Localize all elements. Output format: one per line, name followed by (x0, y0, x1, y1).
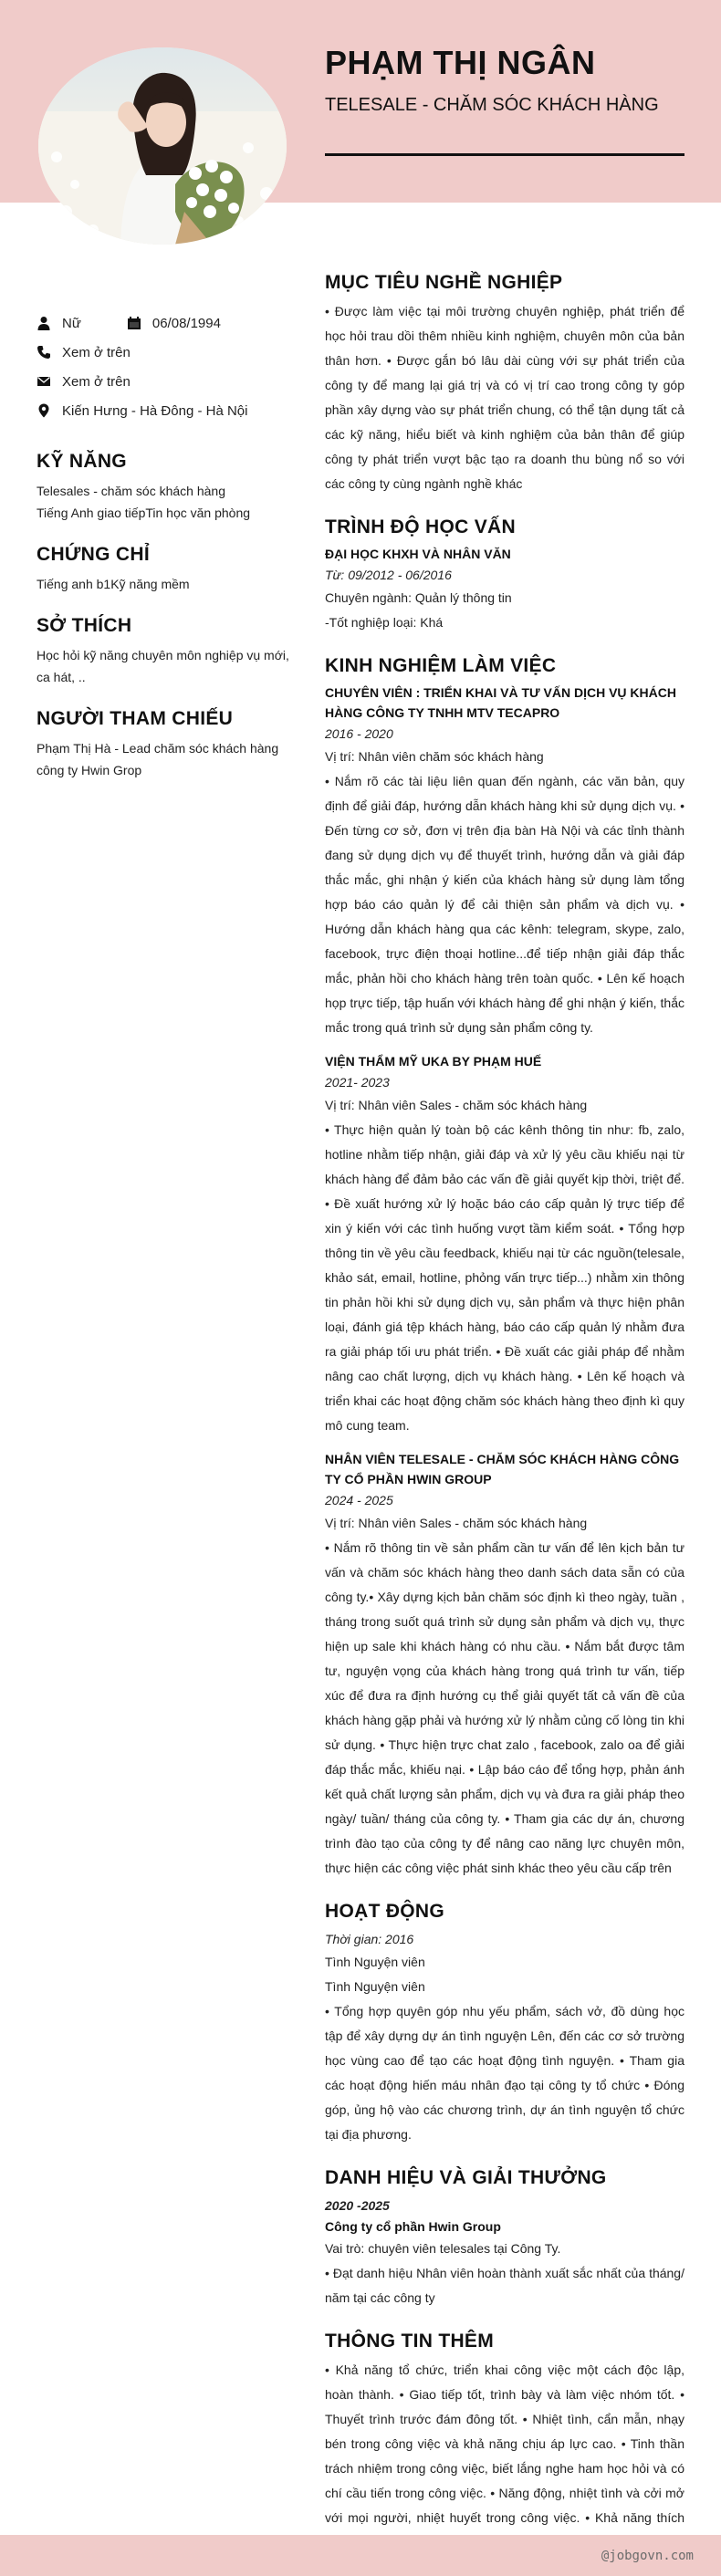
objective-section (325, 272, 684, 496)
awards-role: Vai trò: chuyên viên telesales tại Công Ty. (325, 2241, 561, 2256)
profile-photo (38, 47, 287, 245)
job-org: CHUYÊN VIÊN : TRIỂN KHAI VÀ TƯ VẤN DỊCH VỤ KHÁCH HÀNG CÔNG TY TNHH MTV TECAPRO (325, 685, 676, 720)
email-value: Xem ở trên (62, 373, 131, 390)
skill-item: Telesales - chăm sóc khách hàng (37, 484, 225, 498)
activities-section (325, 1901, 684, 2147)
references-text: Phạm Thị Hà - Lead chăm sóc khách hàng công ty Hwin Grop (37, 741, 279, 777)
job-position: Vị trí: Nhân viên Sales - chăm sóc khách hàng (325, 1516, 588, 1530)
phone-value: Xem ở trên (62, 344, 131, 360)
experience-heading: KINH NGHIỆM LÀM VIỆC (325, 655, 557, 676)
hobbies-text: Học hỏi kỹ năng chuyên môn nghiệp vụ mới, ca hát, .. (37, 648, 289, 684)
job-position: Vị trí: Nhân viên Sales - chăm sóc khách hàng (325, 1098, 588, 1112)
skill-item: Tiếng Anh giao tiếpTin học văn phòng (37, 506, 251, 520)
additional-section (325, 2331, 684, 2555)
email-icon (37, 374, 51, 389)
candidate-role: TELESALE - CHĂM SÓC KHÁCH HÀNG (325, 95, 659, 115)
job-period: 2021- 2023 (325, 1075, 390, 1090)
awards-heading: DANH HIỆU VÀ GIẢI THƯỞNG (325, 2167, 607, 2188)
footer-watermark: @jobgovn.com (601, 2549, 694, 2563)
calendar-icon (127, 316, 141, 330)
candidate-name: PHẠM THỊ NGÂN (325, 44, 596, 81)
education-grade: -Tốt nghiệp loại: Khá (325, 615, 444, 630)
certificates-text: Tiếng anh b1Kỹ năng mềm (37, 577, 190, 591)
person-icon (37, 316, 51, 330)
job-org: VIỆN THẨM MỸ UKA BY PHẠM HUẾ (325, 1054, 542, 1069)
address-value: Kiến Hưng - Hà Đông - Hà Nội (62, 402, 248, 419)
right-column (325, 272, 684, 2575)
gender-value: Nữ (62, 315, 81, 331)
location-pin-icon (37, 403, 51, 418)
left-column (37, 308, 294, 781)
gender-birthday-row (37, 308, 294, 338)
education-period: Từ: 09/2012 - 06/2016 (325, 568, 452, 582)
job-entry (325, 1449, 684, 1881)
profile-photo-image (38, 47, 287, 245)
awards-period: 2020 -2025 (325, 2198, 390, 2213)
job-org: NHÂN VIÊN TELESALE - CHĂM SÓC KHÁCH HÀNG CÔNG TY CỔ PHẦN HWIN GROUP (325, 1452, 680, 1486)
hobbies-heading: SỞ THÍCH (37, 615, 132, 636)
job-entry (325, 683, 684, 1040)
objective-heading: MỤC TIÊU NGHỀ NGHIỆP (325, 272, 563, 293)
objective-text: • Được làm việc tại môi trường chuyên nghiệp, phát triển để học hỏi trau dồi thêm nhiều kinh nghiệm, chuyên môn của bản thân hơn. • Được gắn bó lâu dài cùng với sự phát triển của công ty để mang lại giá trị và có vị trí cao trong công ty góp phần xây dựng vào sự phát triển chung, có thể tận dụng tất cả các kỹ năng, hiểu biết và kinh nghiệm của bản thân để giúp công ty phát triển vượt bậc tạo ra doanh thu bùng nổ so với các công ty cùng ngành nghề khác (325, 304, 684, 491)
job-description: • Nắm rõ thông tin về sản phẩm cần tư vấn để lên kịch bản tư vấn và chăm sóc khách hàng theo danh sách data sẵn có của công ty.• Xây dựng kịch bản chăm sóc định kì theo ngày, tuần , tháng trong suốt quá trình sử dụng sản phẩm và dịch vụ, thực hiện up sale khi khách hàng có nhu cầu. • Nắm bắt được tâm tư, nguyện vọng của khách hàng trong quá trình tư vấn, tiếp xúc để đưa ra định hướng cụ thể giải quyết tất cả vấn đề của khách hàng gặp phải và hướng xử lý nhằm củng cố lòng tin khi sử dụng. • Thực hiện trực chat zalo , facebook, zalo oa để giải đáp thắc mắc, khiếu nại. • Lập báo cáo để tổng hợp, phản ánh kết quả chất lượng sản phẩm, dịch vụ và đưa ra giải pháp theo ngày/ tuần/ tháng của công ty. • Tham gia các dự án, chương trình đào tạo của công ty để nâng cao năng lực chuyên môn, thực hiện các công việc phát sinh khác theo yêu cầu cấp trên (325, 1540, 684, 1875)
header-divider (325, 153, 684, 156)
education-major: Chuyên ngành: Quản lý thông tin (325, 590, 512, 605)
job-position: Vị trí: Nhân viên chăm sóc khách hàng (325, 749, 544, 764)
phone-row (37, 338, 294, 367)
job-entry (325, 1051, 684, 1438)
school-name: ĐẠI HỌC KHXH VÀ NHÂN VĂN (325, 547, 511, 561)
job-period: 2016 - 2020 (325, 726, 393, 741)
activities-heading: HOẠT ĐỘNG (325, 1901, 445, 1922)
awards-section (325, 2167, 684, 2310)
additional-heading: THÔNG TIN THÊM (325, 2331, 495, 2352)
skills-heading: KỸ NĂNG (37, 451, 127, 472)
experience-section (325, 655, 684, 1881)
activities-line: Tình Nguyện viên (325, 1955, 425, 1969)
email-row (37, 367, 294, 396)
education-section (325, 516, 684, 635)
address-row (37, 396, 294, 425)
phone-icon (37, 345, 51, 360)
birthday-value: 06/08/1994 (152, 315, 221, 331)
activities-period: Thời gian: 2016 (325, 1932, 414, 1946)
references-heading: NGƯỜI THAM CHIẾU (37, 708, 234, 729)
awards-org: Công ty cổ phần Hwin Group (325, 2219, 501, 2234)
job-description: • Nắm rõ các tài liệu liên quan đến ngành, các văn bản, quy định để giải đáp, hướng dẫn khách hàng khi sử dụng dịch vụ. • Đến từng cơ sở, đơn vị trên địa bàn Hà Nội và các tỉnh thành đang sử dụng dịch vụ để thuyết trình, hướng dẫn và giải đáp thắc mắc, ghi nhận ý kiến của khách hàng sử dụng làm tổng hợp báo cáo quản lý để cải thiện sản phẩm và dịch vụ. • Hướng dẫn khách hàng qua các kênh: telegram, skype, zalo, facebook, trực điện thoại hotline...để tiếp nhận giải đáp thắc mắc, phản hồi cho khách hàng trên toàn quốc. • Lên kế hoạch họp trực tiếp, tập huấn với khách hàng để ghi nhận ý kiến, thắc mắc trong quá trình sử dụng sản phẩm công ty. (325, 774, 684, 1035)
activities-line: Tình Nguyện viên (325, 1979, 425, 1994)
additional-text: • Khả năng tổ chức, triển khai công việc một cách độc lập, hoàn thành. • Giao tiếp tốt, trình bày và làm việc nhóm tốt. • Thuyết trình trước đám đông tốt. • Nhiệt tình, cẩn mẫn, nhạy bén trong công việc và khả năng chịu áp lực cao. • Tinh thần trách nhiệm trong công việc, biết lắng nghe ham học hỏi và có chí cầu tiến trong công việc. • Năng động, nhiệt tình và cởi mở với mọi người, nhiệt huyết trong công việc. • Khả năng thích (325, 2362, 684, 2525)
awards-text: • Đạt danh hiệu Nhân viên hoàn thành xuất sắc nhất của tháng/ năm tại các công ty (325, 2266, 684, 2305)
activities-text: • Tổng hợp quyên góp nhu yếu phẩm, sách vở, đồ dùng học tập để xây dựng dự án tình nguyện Lên, đến các cơ sở trường học vùng cao để tạo các hoạt động tình nguyện. • Tham gia các hoạt động hiến máu nhân đạo tại công ty tổ chức • Đóng góp, ủng hộ vào các chương trình, dự án tình nguyện tổ chức tại địa phương. (325, 2004, 684, 2142)
certificates-heading: CHỨNG CHỈ (37, 544, 150, 565)
job-description: • Thực hiện quản lý toàn bộ các kênh thông tin như: fb, zalo, hotline nhằm tiếp nhận, giải đáp và xử lý yêu cầu khiếu nại từ khách hàng để đảm bảo các vấn đề giải quyết kịp thời, triệt để. • Đề xuất hướng xử lý hoặc báo cáo cấp quản lý trực tiếp để xin ý kiến với các tình huống vượt tầm kiểm soát. • Tổng hợp thông tin về yêu cầu feedback, khiếu nại từ các nguồn(telesale, khảo sát, email, hotline, phỏng vấn trực tiếp...) nhằm xin thông tin phản hồi khi sử dụng dịch vụ, sản phẩm và thực hiện phân loại, đánh giá tệp khách hàng, báo cáo cấp quản lý nhằm đưa ra giải pháp tối ưu phát triển. • Đề xuất các giải pháp để nhằm nâng cao chất lượng, dịch vụ khách hàng. • Lên kế hoạch và triển khai các hoạt động chăm sóc khách hàng theo định kì quy mô cung team. (325, 1122, 684, 1433)
education-heading: TRÌNH ĐỘ HỌC VẤN (325, 516, 516, 537)
job-period: 2024 - 2025 (325, 1493, 393, 1507)
